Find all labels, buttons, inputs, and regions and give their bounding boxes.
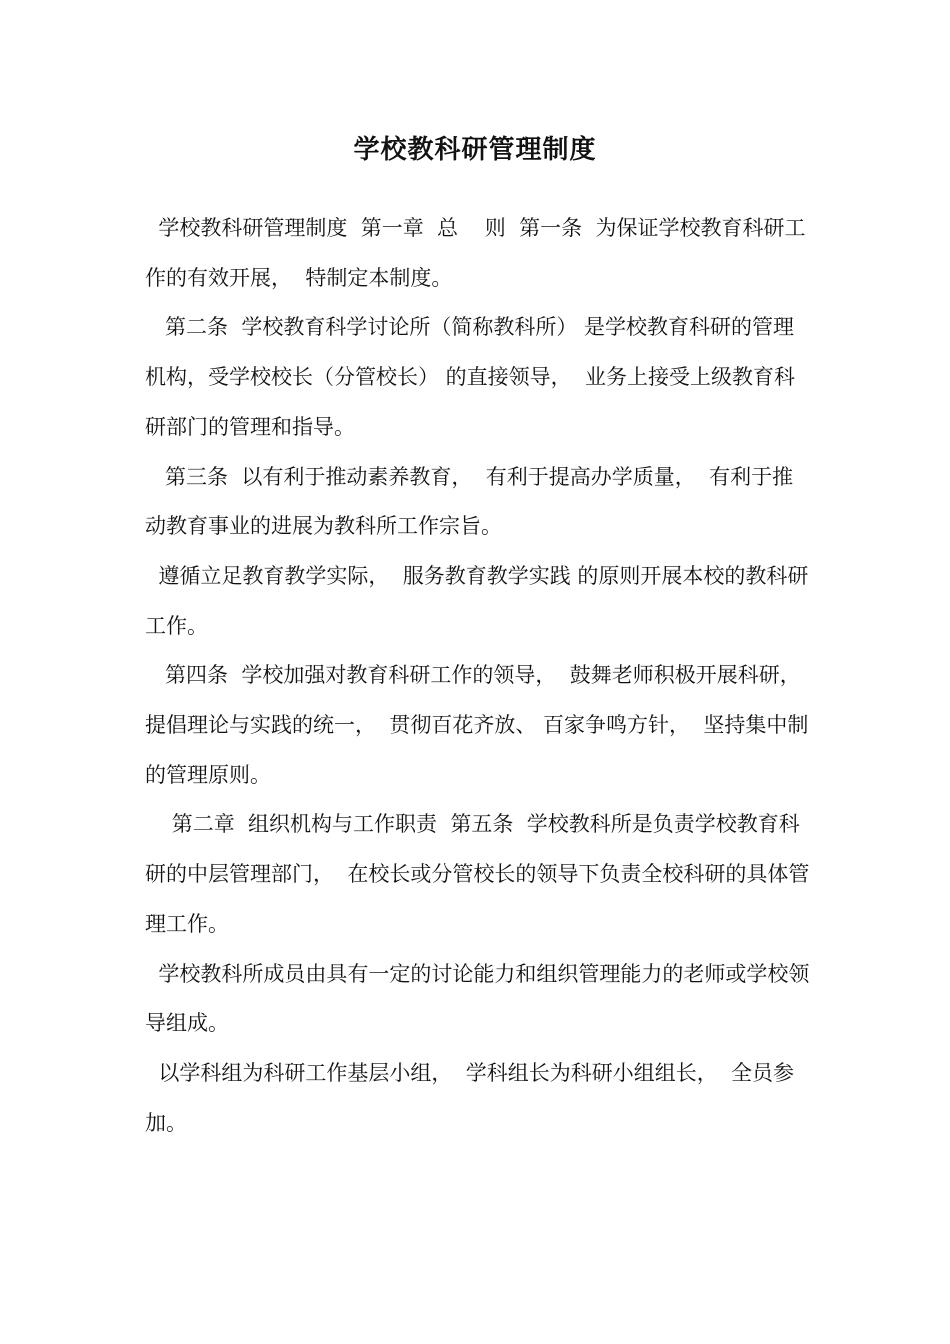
paragraph-article2: 第二条 学校教育科学讨论所（简称教科所） 是学校教育科研的管理机构，受学校校长（分管校长） 的直接领导， 业务上接受上级教育科研部门的管理和指导。 (145, 315, 796, 439)
paragraph-article3-principle: 遵循立足教育教学实际， 服务教育教学实践 的原则开展本校的教科研工作。 (145, 563, 809, 638)
paragraph-chapter2-article5: 第二章 组织机构与工作职责 第五条 学校教科所是负责学校教育科研的中层管理部门， 在校长或分管校长的领导下负责全校科研的具体管理工作。 (145, 812, 810, 936)
document-body (145, 204, 813, 1148)
paragraph-members: 学校教科所成员由具有一定的讨论能力和组织管理能力的老师或学校领导组成。 (145, 961, 810, 1036)
paragraph-article3: 第三条 以有利于推动素养教育， 有利于提高办学质量， 有利于推动教育事业的进展为教科所工作宗旨。 (145, 464, 794, 539)
paragraph-chapter1-article1: 学校教科研管理制度 第一章 总 则 第一条 为保证学校教育科研工作的有效开展， 特制定本制度。 (145, 216, 806, 290)
document-title: 学校教科研管理制度 (353, 135, 597, 165)
paragraph-article4: 第四条 学校加强对教育科研工作的领导， 鼓舞老师积极开展科研， 提倡理论与实践的统一， 贯彻百花齐放、 百家争鸣方针， 坚持集中制的管理原则。 (145, 663, 815, 787)
paragraph-subject-groups: 以学科组为科研工作基层小组， 学科组长为科研小组组长， 全员参加。 (145, 1060, 795, 1135)
